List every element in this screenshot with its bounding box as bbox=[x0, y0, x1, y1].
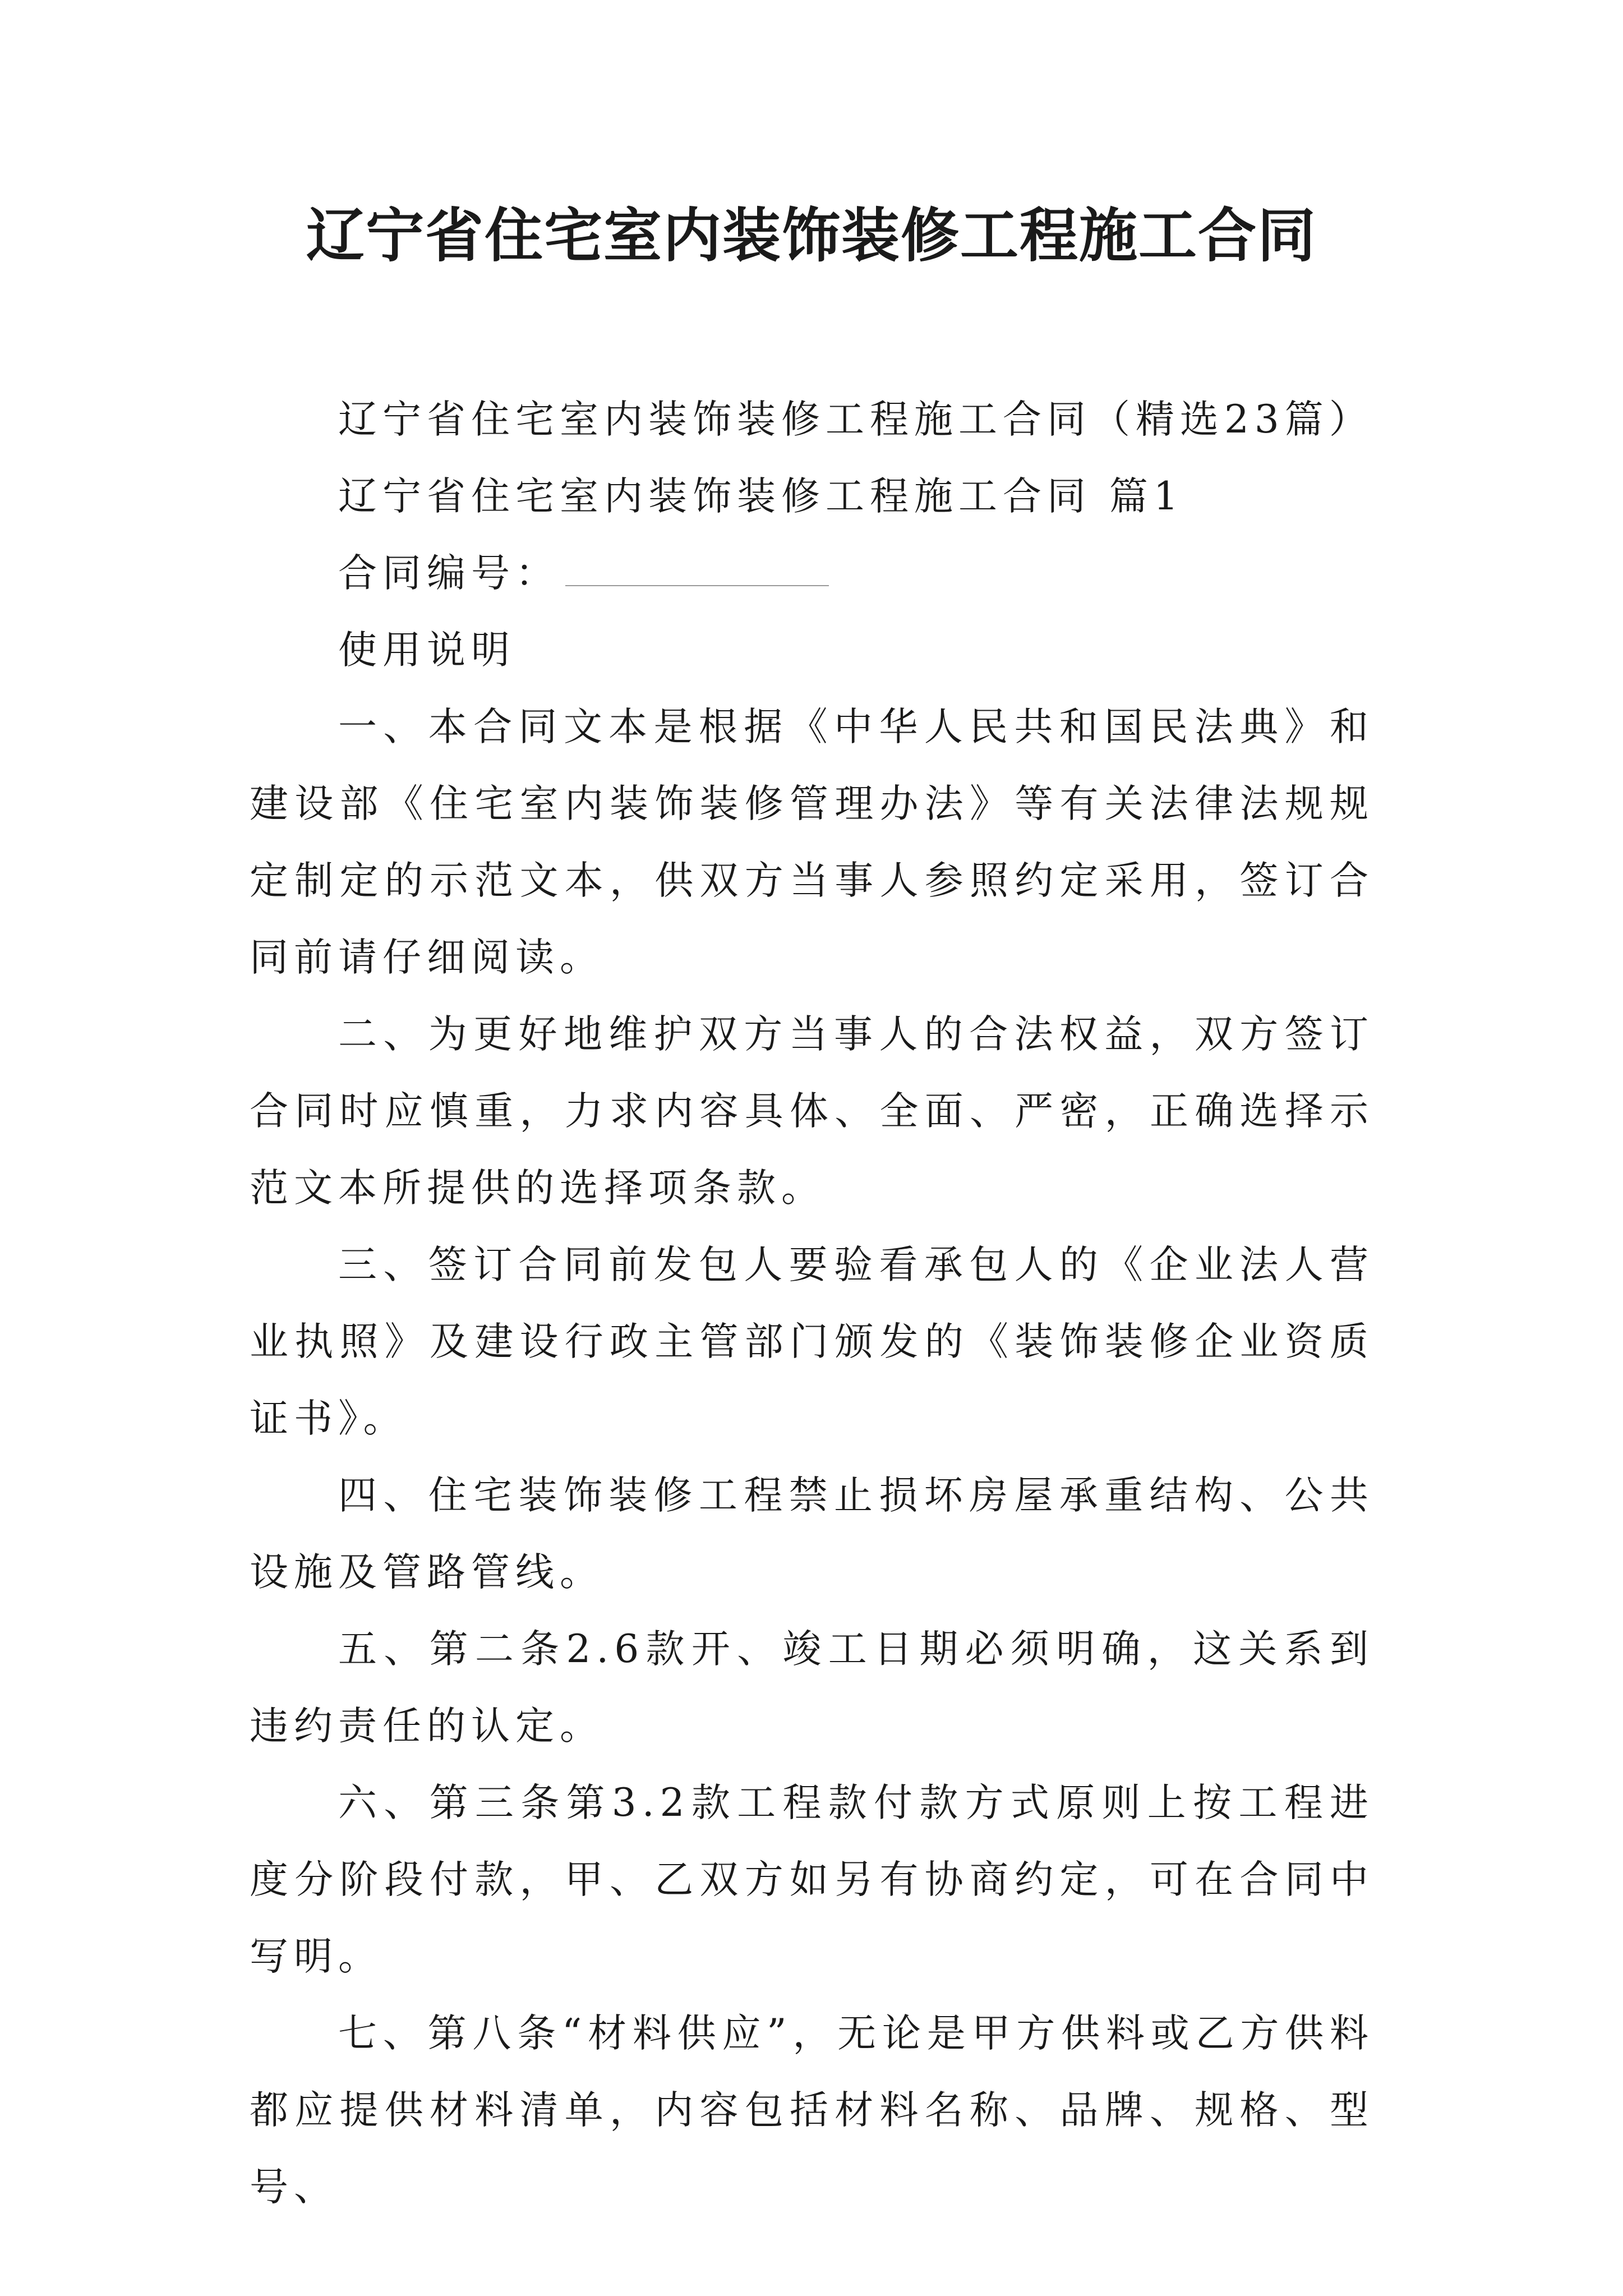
paragraph-5: 五、第二条2.6款开、竣工日期必须明确，这关系到违约责任的认定。 bbox=[250, 1627, 1374, 1749]
usage-heading: 使用说明 bbox=[338, 628, 515, 673]
paragraph-1: 一、本合同文本是根据《中华人民共和国民法典》和建设部《住宅室内装饰装修管理办法》等有关法律法规规定制定的示范文本，供双方当事人参照约定采用，签订合同前请仔细阅读。 bbox=[250, 705, 1374, 980]
contract-number-blank bbox=[565, 546, 829, 586]
paragraph-6: 六、第三条第3.2款工程款付款方式原则上按工程进度分阶段付款，甲、乙双方如另有协商约定，可在合同中写明。 bbox=[250, 1780, 1374, 1979]
document-title: 辽宁省住宅室内装饰装修工程施工合同 bbox=[306, 201, 1317, 270]
paragraph-4: 四、住宅装饰装修工程禁止损坏房屋承重结构、公共设施及管路管线。 bbox=[250, 1473, 1374, 1595]
document-body bbox=[250, 381, 1374, 2226]
contract-number-line bbox=[250, 535, 1374, 612]
paragraph-2: 二、为更好地维护双方当事人的合法权益，双方签订合同时应慎重，力求内容具体、全面、严密，正确选择示范文本所提供的选择项条款。 bbox=[250, 1012, 1374, 1211]
paragraph-7: 七、第八条“材料供应”，无论是甲方供料或乙方供料都应提供材料清单，内容包括材料名称、品牌、规格、型号、 bbox=[250, 2011, 1374, 2210]
section-heading: 辽宁省住宅室内装饰装修工程施工合同 篇1 bbox=[338, 474, 1184, 519]
contract-number-label: 合同编号： bbox=[338, 551, 560, 596]
paragraph-3: 三、签订合同前发包人要验看承包人的《企业法人营业执照》及建设行政主管部门颁发的《装饰装修企业资质证书》。 bbox=[250, 1243, 1374, 1441]
document-subtitle: 辽宁省住宅室内装饰装修工程施工合同（精选23篇） bbox=[338, 397, 1373, 442]
